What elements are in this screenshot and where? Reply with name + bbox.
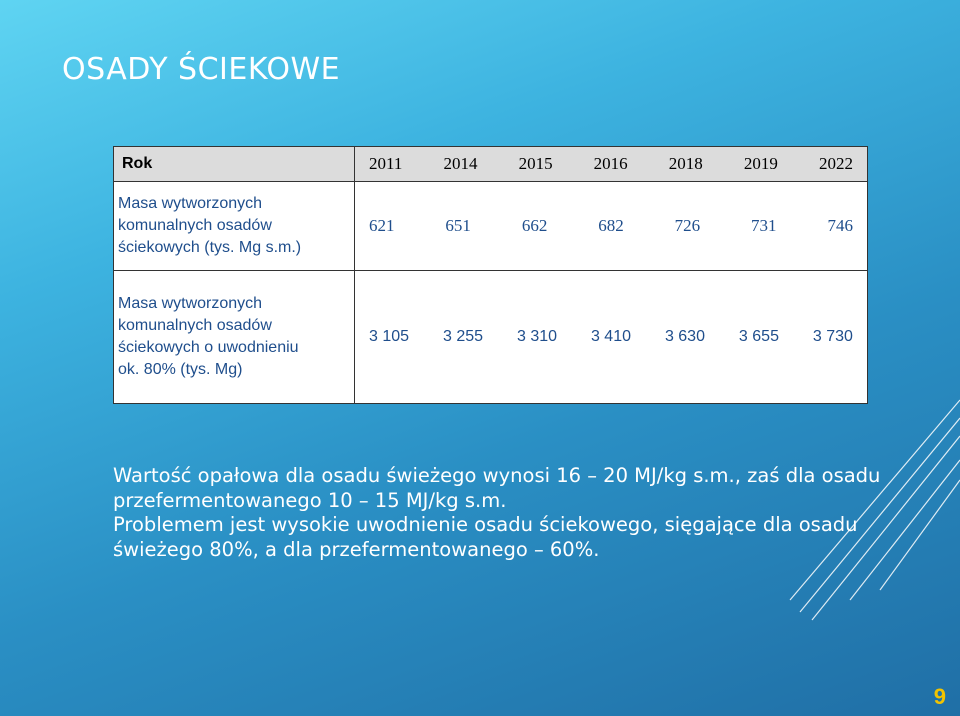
row-label-line: Masa wytworzonych [118,295,263,312]
page-number: 9 [933,684,946,709]
year-header-cells [355,147,868,182]
moisture-paragraph: Problemem jest wysokie uwodnienie osadu ściekowego, sięgające dla osadu świeżego 80%, a dla przefermentowanego – 60%. [113,513,858,561]
year-header-label: Rok [114,147,355,182]
body-text [113,464,903,562]
table-cell: 662 [521,216,548,235]
table-cell: 3 655 [738,328,779,345]
year-2022: 2022 [818,154,853,173]
slide-title: OSADY ŚCIEKOWE [62,52,341,87]
table-row [114,182,868,271]
table-cell: 3 255 [442,328,484,345]
table-cell: 726 [674,216,701,235]
table-cell: 3 410 [590,328,631,345]
table-header-row [114,147,868,182]
row-label-dry-mass [114,182,355,271]
row-label-line: Masa wytworzonych [118,195,263,212]
table-cell: 3 730 [812,328,853,345]
row-label-line: ściekowych o uwodnieniu [118,339,299,356]
table-cell: 651 [445,216,471,235]
row-values-dry-mass [355,182,868,271]
year-2015: 2015 [518,154,553,173]
table-cell: 746 [827,216,853,235]
table-cell: 3 310 [516,328,558,345]
table-cell: 682 [598,216,624,235]
row-label-line: komunalnych osadów [118,317,272,334]
table-cell: 621 [369,216,395,235]
table-cell: 3 630 [664,328,705,345]
year-2014: 2014 [443,154,478,173]
row-label-line: komunalnych osadów [118,217,272,234]
year-2016: 2016 [593,154,628,173]
row-label-wet-mass [114,271,355,404]
year-2011: 2011 [369,154,403,173]
row-label-line: ściekowych (tys. Mg s.m.) [118,239,302,256]
row-values-wet-mass [355,271,868,404]
year-2019: 2019 [743,154,778,173]
table-cell: 3 105 [369,328,410,345]
sludge-data-table [113,146,868,404]
table-cell: 731 [751,216,777,235]
year-2018: 2018 [668,154,703,173]
calorific-value-paragraph: Wartość opałowa dla osadu świeżego wynosi 16 – 20 MJ/kg s.m., zaś dla osadu przefermentowanego 10 – 15 MJ/kg s.m. [113,464,881,512]
table-row [114,271,868,404]
row-label-line: ok. 80% (tys. Mg) [118,361,243,378]
